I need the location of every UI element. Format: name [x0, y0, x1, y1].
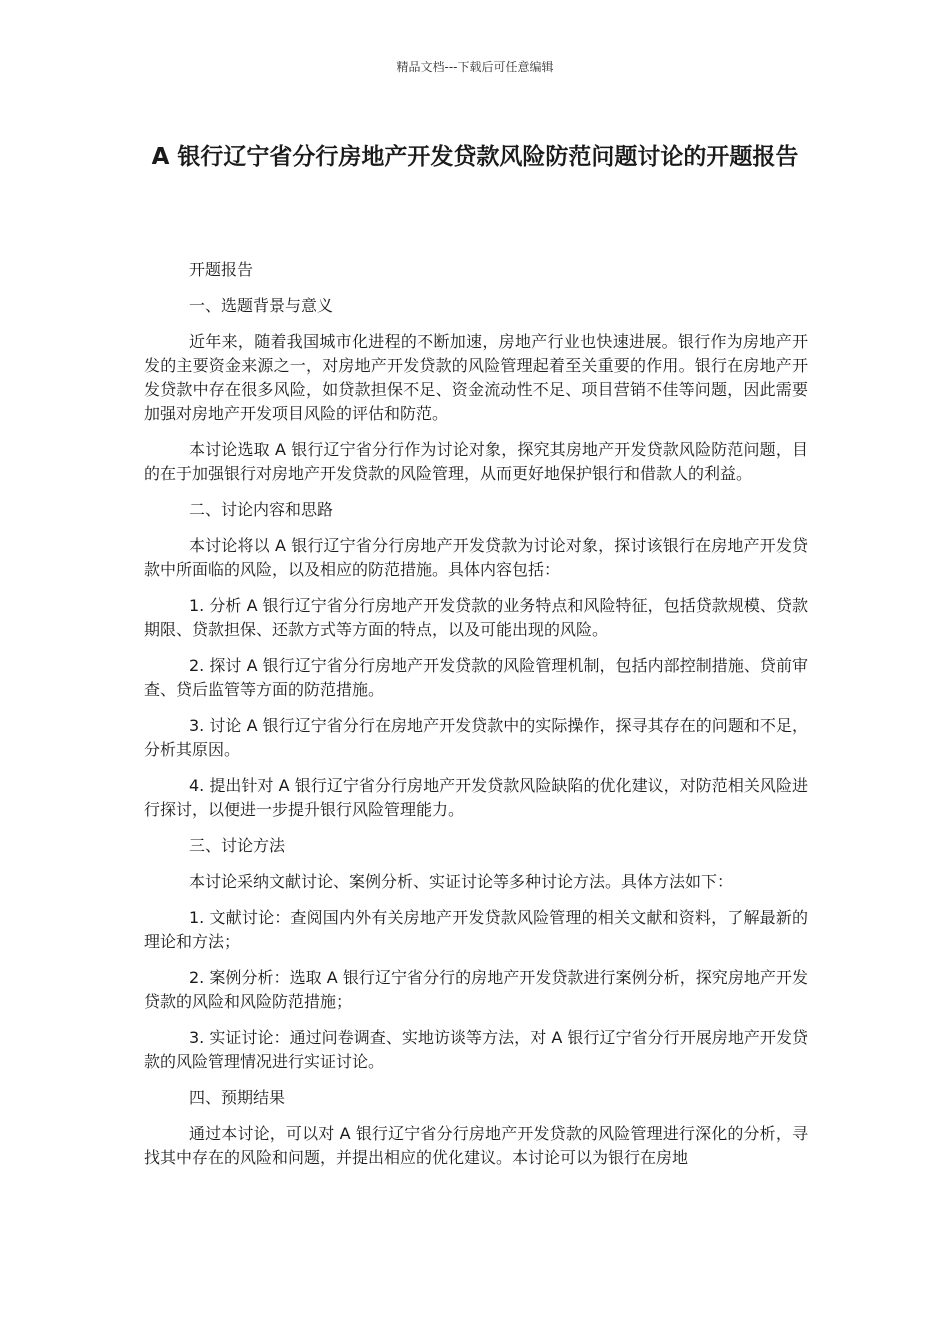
list-item: 3. 讨论 A 银行辽宁省分行在房地产开发贷款中的实际操作，探寻其存在的问题和不足，分析其原因。: [144, 716, 808, 759]
document-title: A 银行辽宁省分行房地产开发贷款风险防范问题讨论的开题报告: [151, 144, 799, 170]
paragraph: 近年来，随着我国城市化进程的不断加速，房地产行业也快速进展。银行作为房地产开发的主要资金来源之一，对房地产开发贷款的风险管理起着至关重要的作用。银行在房地产开发贷款中存在很多风险，如贷款担保不足、资金流动性不足、项目营销不佳等问题，因此需要加强对房地产开发项目风险的评估和防范。: [144, 332, 808, 423]
section-heading: 四、预期结果: [189, 1088, 286, 1107]
list-item: 2. 案例分析：选取 A 银行辽宁省分行的房地产开发贷款进行案例分析，探究房地产开发贷款的风险和风险防范措施；: [144, 968, 808, 1011]
section-heading: 二、讨论内容和思路: [189, 500, 334, 519]
section-heading: 一、选题背景与意义: [189, 296, 334, 315]
paragraph: 本讨论将以 A 银行辽宁省分行房地产开发贷款为讨论对象，探讨该银行在房地产开发贷款中所面临的风险，以及相应的防范措施。具体内容包括：: [144, 536, 808, 579]
document-body: [144, 258, 808, 1182]
section-heading: 三、讨论方法: [189, 836, 286, 855]
paragraph: 本讨论选取 A 银行辽宁省分行作为讨论对象，探究其房地产开发贷款风险防范问题，目的在于加强银行对房地产开发贷款的风险管理，从而更好地保护银行和借款人的利益。: [144, 440, 808, 483]
page-header: 精品文档---下载后可任意编辑: [396, 60, 554, 74]
paragraph: 本讨论采纳文献讨论、案例分析、实证讨论等多种讨论方法。具体方法如下：: [189, 872, 734, 891]
list-item: 2. 探讨 A 银行辽宁省分行房地产开发贷款的风险管理机制，包括内部控制措施、贷前审查、贷后监管等方面的防范措施。: [144, 656, 808, 699]
list-item: 3. 实证讨论：通过问卷调查、实地访谈等方法，对 A 银行辽宁省分行开展房地产开发贷款的风险管理情况进行实证讨论。: [144, 1028, 808, 1071]
list-item: 4. 提出针对 A 银行辽宁省分行房地产开发贷款风险缺陷的优化建议，对防范相关风险进行探讨，以便进一步提升银行风险管理能力。: [144, 776, 808, 819]
list-item: 1. 文献讨论：查阅国内外有关房地产开发贷款风险管理的相关文献和资料，了解最新的理论和方法；: [144, 908, 808, 951]
paragraph: 通过本讨论，可以对 A 银行辽宁省分行房地产开发贷款的风险管理进行深化的分析，寻找其中存在的风险和问题，并提出相应的优化建议。本讨论可以为银行在房地: [144, 1124, 808, 1167]
section-label: 开题报告: [189, 260, 254, 279]
list-item: 1. 分析 A 银行辽宁省分行房地产开发贷款的业务特点和风险特征，包括贷款规模、贷款期限、贷款担保、还款方式等方面的特点，以及可能出现的风险。: [144, 596, 808, 639]
